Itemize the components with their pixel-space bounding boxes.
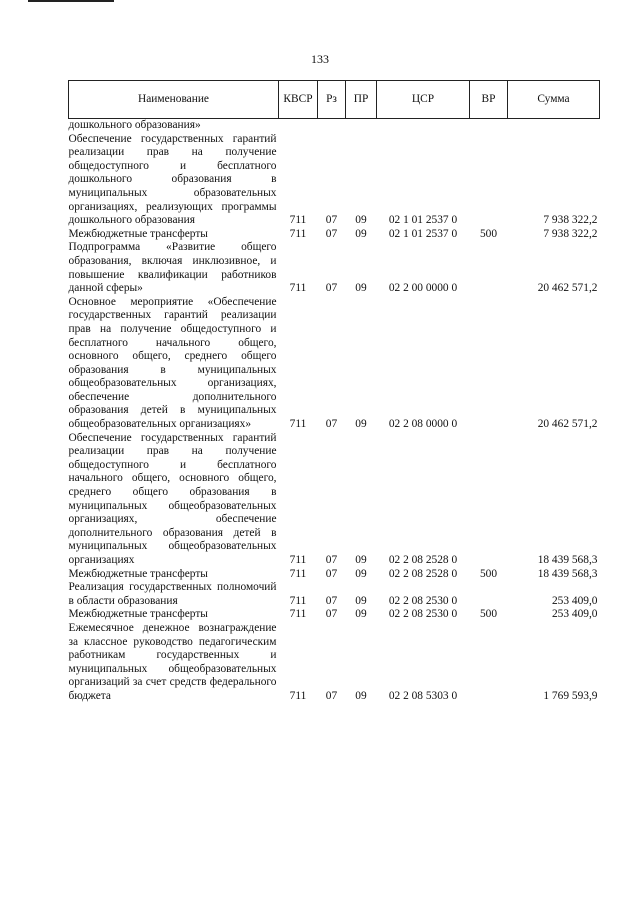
row-pr: 09 xyxy=(355,567,367,580)
row-rz: 07 xyxy=(325,567,338,580)
row-vr: 500 xyxy=(479,227,498,240)
row-csr xyxy=(377,119,470,133)
row-csr: 02 1 01 2537 0 xyxy=(388,214,458,227)
table-row xyxy=(69,296,600,432)
row-kvsr: 711 xyxy=(289,227,307,240)
table-row xyxy=(69,608,600,622)
row-pr: 09 xyxy=(355,227,367,240)
row-kvsr: 711 xyxy=(289,567,307,580)
row-vr xyxy=(470,241,508,295)
row-sum: 20 462 571,2 xyxy=(537,282,598,295)
row-name: Межбюджетные трансферты xyxy=(68,227,208,240)
row-kvsr: 711 xyxy=(289,282,307,295)
row-sum: 253 409,0 xyxy=(551,594,598,607)
row-rz: 07 xyxy=(325,608,338,621)
table-row xyxy=(69,228,600,242)
row-name: Основное мероприятие «Обеспечение государственных гарантий реализации прав на получение общедоступного и бесплатного начального общего, основного общего, среднего общего образования в муниципальных общеобразовательных организациях, обеспечение дополнительного образования детей в муниципальных общеобразовательных организациях» xyxy=(68,295,277,431)
row-pr: 09 xyxy=(355,608,367,621)
row-kvsr: 711 xyxy=(289,418,307,431)
row-csr: 02 2 08 0000 0 xyxy=(388,418,458,431)
row-rz: 07 xyxy=(325,282,338,295)
row-pr: 09 xyxy=(355,418,367,431)
budget-table xyxy=(68,80,600,704)
row-vr xyxy=(470,432,508,568)
row-pr: 09 xyxy=(355,594,367,607)
top-rule xyxy=(28,0,114,2)
header-kvsr: КВСР xyxy=(279,81,318,119)
row-pr xyxy=(346,119,377,133)
row-csr: 02 2 08 2528 0 xyxy=(388,554,458,566)
row-csr: 02 2 08 2530 0 xyxy=(388,594,458,607)
row-sum xyxy=(508,119,600,133)
row-kvsr: 711 xyxy=(289,608,307,621)
row-csr: 02 2 08 5303 0 xyxy=(388,689,458,702)
row-sum: 18 439 568,3 xyxy=(537,554,598,566)
page-number: 133 xyxy=(311,52,329,66)
row-kvsr xyxy=(279,119,318,133)
row-sum: 253 409,0 xyxy=(551,608,598,621)
table-row xyxy=(69,241,600,295)
row-pr: 09 xyxy=(355,214,367,227)
row-pr: 09 xyxy=(355,554,367,566)
row-vr xyxy=(470,622,508,704)
row-name: Межбюджетные трансферты xyxy=(68,608,208,621)
row-rz xyxy=(318,119,346,133)
row-kvsr: 711 xyxy=(289,214,307,227)
row-csr: 02 2 00 0000 0 xyxy=(388,282,458,295)
row-kvsr: 711 xyxy=(289,689,307,702)
row-rz: 07 xyxy=(325,554,338,566)
table-row xyxy=(69,568,600,582)
row-rz: 07 xyxy=(325,227,338,240)
header-vr: ВР xyxy=(470,81,508,119)
header-name: Наименование xyxy=(69,81,279,119)
row-vr xyxy=(470,296,508,432)
row-rz: 07 xyxy=(325,689,338,702)
row-rz: 07 xyxy=(325,418,338,431)
row-name: дошкольного образования» xyxy=(68,119,201,131)
table-row xyxy=(69,581,600,608)
header-csr: ЦСР xyxy=(377,81,470,119)
row-sum: 7 938 322,2 xyxy=(543,227,598,240)
row-sum: 20 462 571,2 xyxy=(537,418,598,431)
row-csr: 02 1 01 2537 0 xyxy=(388,227,458,240)
row-kvsr: 711 xyxy=(289,554,307,566)
table-row xyxy=(69,133,600,228)
header-sum: Сумма xyxy=(508,81,600,119)
row-name: Обеспечение государственных гарантий реализации прав на получение общедоступного и бесплатного дошкольного образования в муниципальных образовательных организациях, реализующих программы дошкольного образования xyxy=(68,132,277,227)
row-vr xyxy=(470,133,508,228)
table-header-row xyxy=(69,81,600,119)
row-name: Обеспечение государственных гарантий реализации прав на получение общедоступного и бесплатного начального общего, основного общего, среднего общего образования в муниципальных общеобразовательных организациях, обеспечение дополнительного образования детей в муниципальных общеобразовательных организациях xyxy=(68,431,277,566)
row-vr: 500 xyxy=(479,608,498,621)
row-rz: 07 xyxy=(325,594,338,607)
row-pr: 09 xyxy=(355,689,367,702)
table-body xyxy=(69,119,600,704)
header-rz: Рз xyxy=(318,81,346,119)
row-name: Межбюджетные трансферты xyxy=(68,567,208,580)
row-kvsr: 711 xyxy=(289,594,307,607)
row-csr: 02 2 08 2528 0 xyxy=(388,567,458,580)
row-vr xyxy=(470,581,508,608)
row-csr: 02 2 08 2530 0 xyxy=(388,608,458,621)
table-row xyxy=(69,622,600,704)
row-name: Ежемесячное денежное вознаграждение за классное руководство педагогическим работникам государственных и муниципальных общеобразовательных организаций за счет средств федерального бюджета xyxy=(68,621,277,702)
row-vr xyxy=(470,119,508,133)
table-row xyxy=(69,119,600,133)
row-pr: 09 xyxy=(355,282,367,295)
row-vr: 500 xyxy=(479,567,498,580)
row-name: Реализация государственных полномочий в области образования xyxy=(68,581,277,607)
row-rz: 07 xyxy=(325,214,338,227)
row-sum: 1 769 593,9 xyxy=(543,689,598,702)
header-pr: ПР xyxy=(346,81,377,119)
row-sum: 18 439 568,3 xyxy=(537,567,598,580)
row-sum: 7 938 322,2 xyxy=(543,214,598,227)
table-row xyxy=(69,432,600,568)
row-name: Подпрограмма «Развитие общего образования, включая инклюзивное, и повышение квалификации работников данной сферы» xyxy=(68,241,277,295)
